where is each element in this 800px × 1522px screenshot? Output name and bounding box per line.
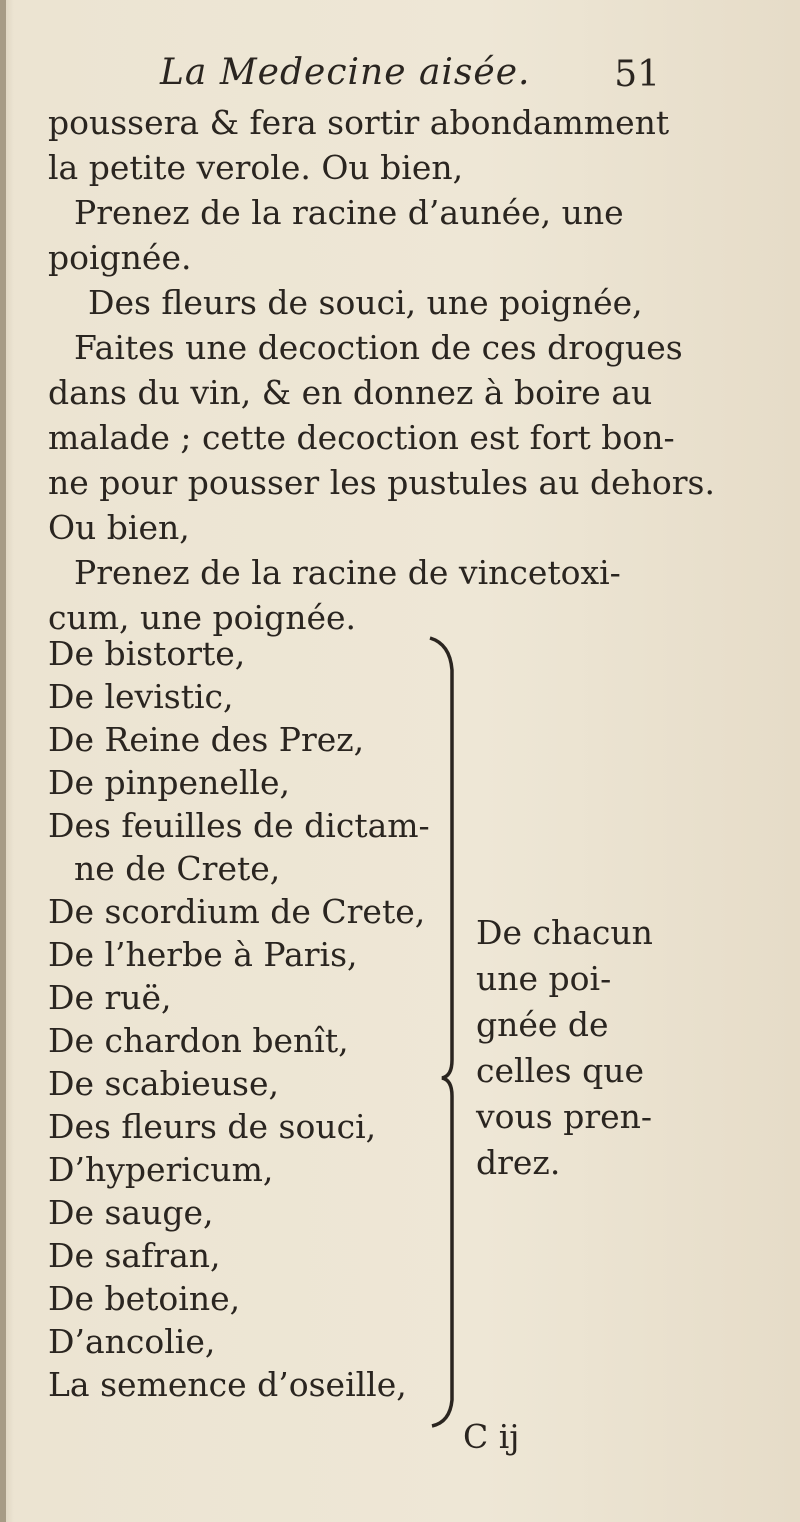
page-number: 51 [614,54,660,95]
text-line: Des fleurs de souci, une poignée, [88,283,643,322]
body-text [48,100,715,640]
side-note-line: De chacun [476,913,653,952]
text-line: Ou bien, [48,508,190,547]
running-title: La Medecine aisée. [160,52,531,93]
ingredient-item: De scabieuse, [48,1064,279,1103]
ingredient-item: De levistic, [48,677,234,716]
ingredient-item: Des feuilles de dictam- [48,806,430,845]
side-note-line: celles que [476,1051,644,1090]
ingredient-item: De scordium de Crete, [48,892,426,931]
text-line: Prenez de la racine de vincetoxi- [74,553,621,592]
side-note-line: drez. [476,1143,561,1182]
ingredient-item: Des fleurs de souci, [48,1107,377,1146]
text-line: poussera & fera sortir abondamment [48,103,670,142]
text-line: Prenez de la racine d’aunée, une [74,193,624,232]
ingredient-item: D’hypericum, [48,1150,274,1189]
side-note-line: vous pren- [476,1097,653,1136]
side-note-line: gnée de [476,1005,609,1044]
signature-mark: C ij [463,1417,520,1456]
ingredient-item: De l’herbe à Paris, [48,935,358,974]
text-line: la petite verole. Ou bien, [48,148,464,187]
curly-brace [420,630,480,1430]
side-note [476,910,666,1186]
ingredient-item: ne de Crete, [74,849,281,888]
text-line: poignée. [48,238,192,277]
ingredient-item: D’ancolie, [48,1322,216,1361]
ingredient-item: De safran, [48,1236,221,1275]
ingredient-item: De bistorte, [48,634,246,673]
ingredient-item: De Reine des Prez, [48,720,365,759]
text-line: dans du vin, & en donnez à boire au [48,373,653,412]
ingredient-item: La semence d’oseille, [48,1365,407,1404]
ingredient-list [48,632,448,1406]
page-spine-edge [0,0,6,1522]
page-header [150,52,660,102]
ingredient-item: De betoine, [48,1279,241,1318]
brace-stroke [430,638,452,1426]
ingredient-item: De chardon benît, [48,1021,349,1060]
text-line: Faites une decoction de ces drogues [74,328,683,367]
text-line: cum, une poignée. [48,598,357,637]
text-line: malade ; cette decoction est fort bon- [48,418,675,457]
ingredient-item: De pinpenelle, [48,763,290,802]
ingredient-item: De sauge, [48,1193,214,1232]
text-line: ne pour pousser les pustules au dehors. [48,463,715,502]
ingredient-item: De ruë, [48,978,172,1017]
side-note-line: une poi- [476,959,612,998]
